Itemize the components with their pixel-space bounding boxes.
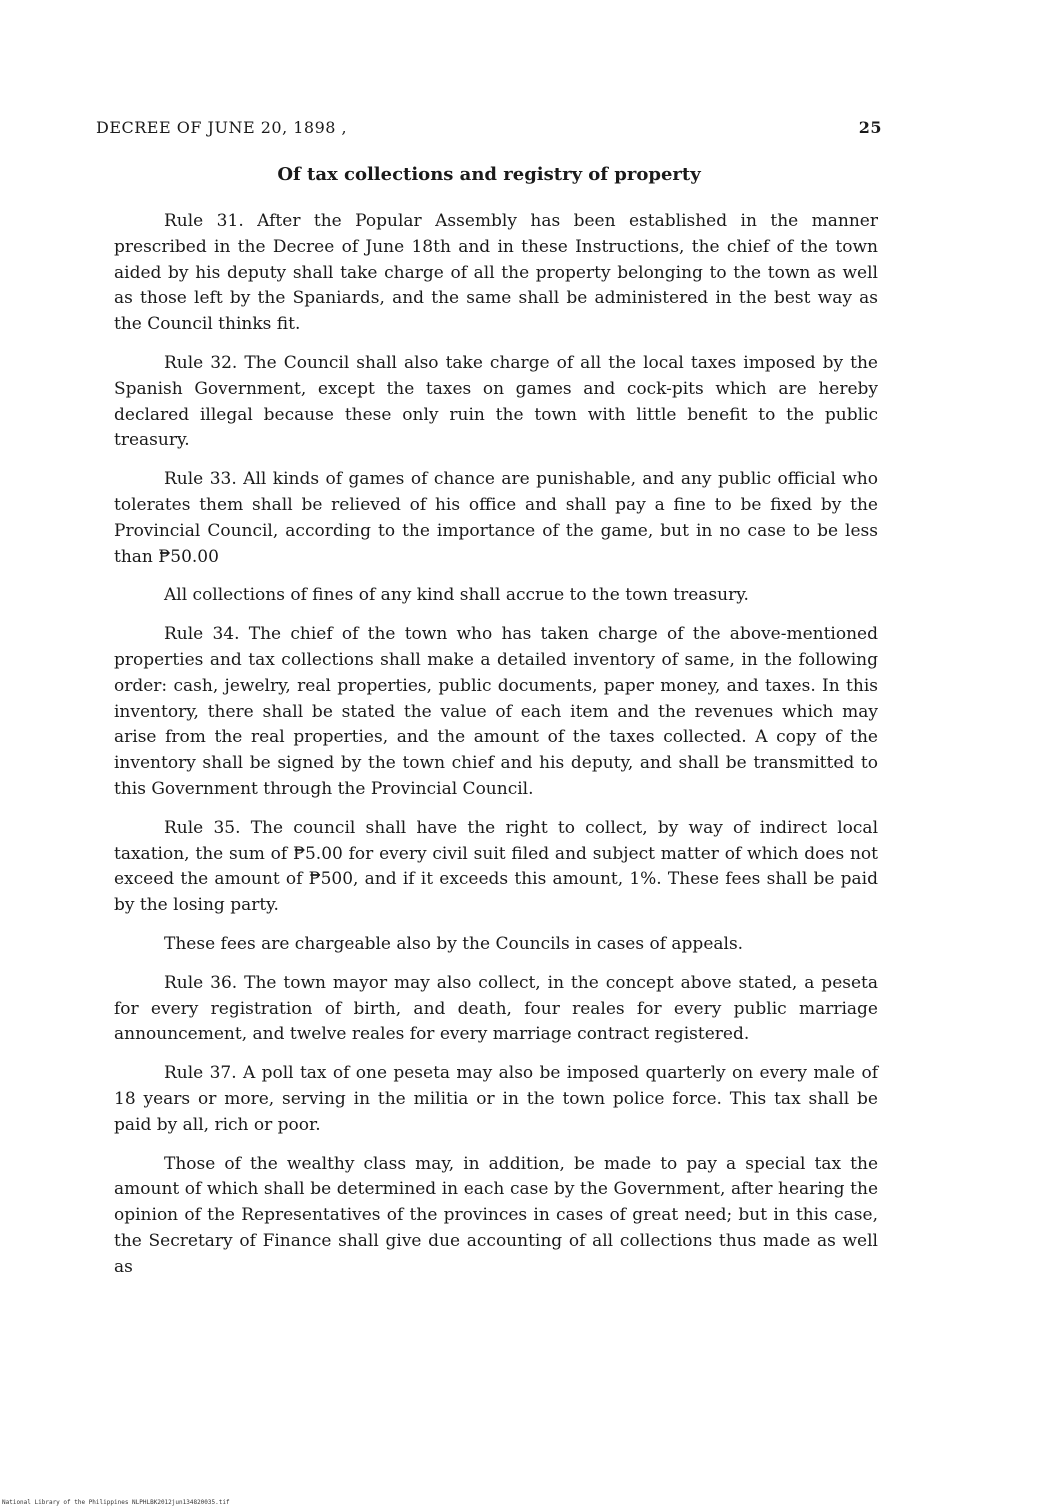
paragraph-rule-37: Rule 37. A poll tax of one peseta may also be imposed quarterly on every male of 18 years or more, serving in the militia or in the town police force. This tax shall be paid by all, rich or poor. [114,1063,878,1135]
paragraph-rule-34: Rule 34. The chief of the town who has taken charge of the above-mentioned properties and tax collections shall make a detailed inventory of same, in the following order: cash, jewelry, real properties, public documents, paper money, and taxes. In this inventory, there shall be stated the value of each item and the revenues which may arise from the real properties, and the amount of the taxes collected. A copy of the inventory shall be signed by the town chief and his deputy, and shall be transmitted to this Government through the Provincial Council. [114,624,878,799]
paragraph-rule-31: Rule 31. After the Popular Assembly has been established in the manner prescribed in the Decree of June 18th and in these Instructions, the chief of the town aided by his deputy shall take charge of all the property belonging to the town as well as those left by the Spaniards, and the same shall be administered in the best way as the Council thinks fit. [114,211,878,335]
paragraph-appeals: These fees are chargeable also by the Councils in cases of appeals. [164,933,744,954]
page-number: 25 [858,118,882,137]
paragraph-wealthy-class: Those of the wealthy class may, in addition, be made to pay a special tax the amount of which shall be determined in each case by the Government, after hearing the opinion of the Representatives of the provinces in cases of great need; but in this case, the Secretary of Finance shall give due accounting of all collections thus made as well as [114,1153,878,1277]
paragraph-fines: All collections of fines of any kind shall accrue to the town treasury. [164,585,749,606]
paragraph-rule-36: Rule 36. The town mayor may also collect, in the concept above stated, a peseta for every registration of birth, and death, four reales for every public marriage announcement, and twelve reales for every marriage contract registered. [114,972,878,1045]
scan-footer: National Library of the Philippines NLPHLBK2012jun134820035.tif [2,1499,230,1506]
running-head-title: DECREE OF JUNE 20, 1898 , [96,118,348,137]
section-heading: Of tax collections and registry of property [277,164,701,185]
body-text [114,209,878,1280]
paragraph-rule-35: Rule 35. The council shall have the right to collect, by way of indirect local taxation, the sum of ₱5.00 for every civil suit filed and subject matter of which does not exceed the amount of ₱500, and if it exceeds this amount, 1%. These fees shall be paid by the losing party. [114,817,878,916]
paragraph-rule-32: Rule 32. The Council shall also take charge of all the local taxes imposed by the Spanish Government, except the taxes on games and cock-pits which are hereby declared illegal because these only ruin the town with little benefit to the public treasury. [114,352,878,451]
paragraph-rule-33: Rule 33. All kinds of games of chance are punishable, and any public official who tolerates them shall be relieved of his office and shall pay a fine to be fixed by the Provincial Council, according to the importance of the game, but in no case to be less than ₱50.00 [114,469,878,567]
